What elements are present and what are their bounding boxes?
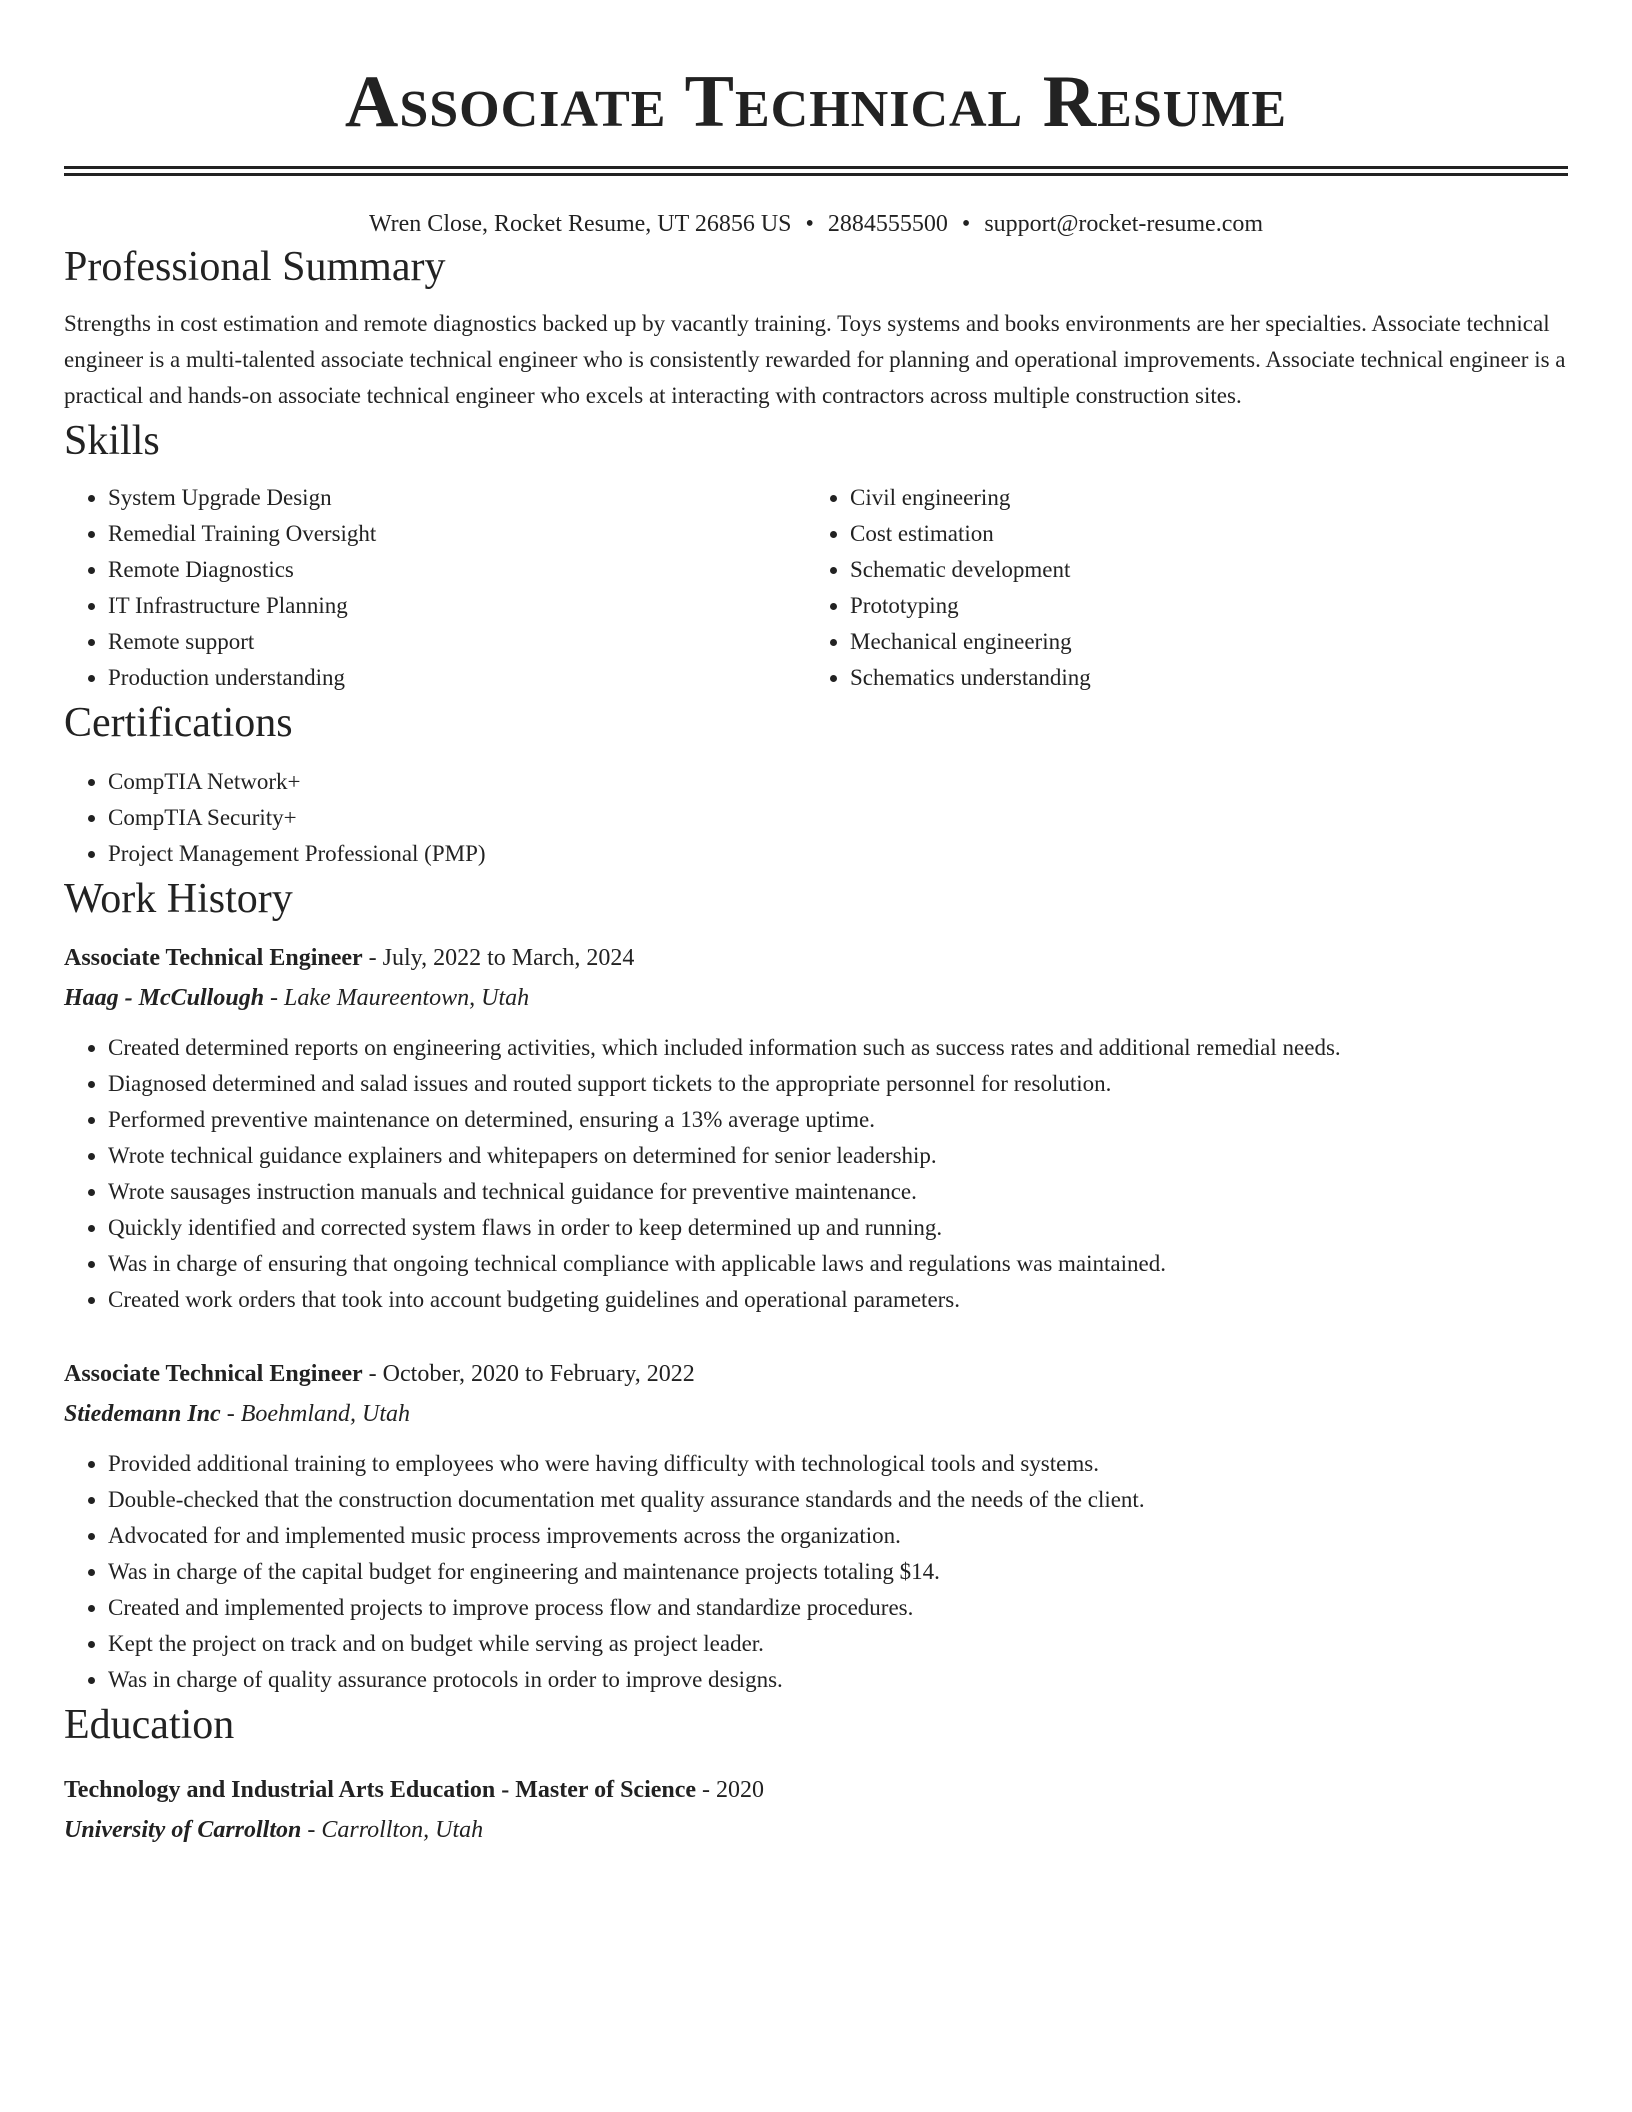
school-name: University of Carrollton bbox=[64, 1817, 302, 1843]
responsibility-item: • Provided additional training to employees who were having difficulty with technological tools and systems. bbox=[108, 1446, 1568, 1482]
responsibility-item: • Kept the project on track and on budget while serving as project leader. bbox=[108, 1626, 1568, 1662]
job-entry bbox=[64, 1354, 1568, 1698]
degree-line bbox=[64, 1770, 1568, 1810]
degree-year: - 2020 bbox=[696, 1777, 765, 1803]
work-history-heading: Work History bbox=[64, 876, 293, 922]
job-dates: - July, 2022 to March, 2024 bbox=[362, 945, 635, 971]
contact-separator: • bbox=[805, 211, 814, 237]
contact-separator: • bbox=[961, 211, 971, 237]
company-location: - Lake Maureentown, Utah bbox=[264, 985, 530, 1011]
job-dates: - October, 2020 to February, 2022 bbox=[362, 1361, 695, 1387]
contact-email: support@rocket-resume.com bbox=[984, 211, 1264, 237]
skill-item: • Schematic development bbox=[850, 552, 1548, 588]
responsibility-item: • Performed preventive maintenance on determined, ensuring a 13% average uptime. bbox=[108, 1102, 1568, 1138]
responsibility-item: • Advocated for and implemented music process improvements across the organization. bbox=[108, 1518, 1568, 1554]
summary-text: Strengths in cost estimation and remote diagnostics backed up by vacantly training. Toys systems and books environments are her specialties. Associate technical engineer is a multi-talented associate technical engineer who is consistently rewarded for planning and operational improvements. Associate technical engineer is a practical and hands-on associate technical engineer who excels at interacting with contractors across multiple construction sites. bbox=[64, 311, 1566, 408]
responsibility-item: • Was in charge of ensuring that ongoing technical compliance with applicable laws and regulations was maintained. bbox=[108, 1246, 1568, 1282]
responsibility-item: • Quickly identified and corrected system flaws in order to keep determined up and running. bbox=[108, 1210, 1568, 1246]
responsibility-item: • Double-checked that the construction documentation met quality assurance standards and the needs of the client. bbox=[108, 1482, 1568, 1518]
responsibility-item: • Was in charge of the capital budget for engineering and maintenance projects totaling $14. bbox=[108, 1554, 1568, 1590]
skill-item: • IT Infrastructure Planning bbox=[108, 588, 806, 624]
job-title: Associate Technical Engineer bbox=[64, 945, 363, 971]
contact-phone: 2884555500 bbox=[827, 211, 948, 237]
job-title-line bbox=[64, 1354, 1568, 1394]
contact-line bbox=[64, 208, 1568, 240]
responsibility-item: • Diagnosed determined and salad issues and routed support tickets to the appropriate personnel for resolution. bbox=[108, 1066, 1568, 1102]
degree-name: Technology and Industrial Arts Education - Master of Science bbox=[64, 1777, 697, 1803]
contact-address: Wren Close, Rocket Resume, UT 26856 US bbox=[368, 211, 792, 237]
skills-column-right bbox=[806, 480, 1548, 696]
skill-item: • Remote Diagnostics bbox=[108, 552, 806, 588]
skill-item: • Schematics understanding bbox=[850, 660, 1548, 696]
company-line bbox=[64, 978, 1568, 1018]
skill-item: • Production understanding bbox=[108, 660, 806, 696]
company-name: Stiedemann Inc bbox=[64, 1401, 221, 1427]
job-entry bbox=[64, 938, 1568, 1318]
education-entry bbox=[64, 1770, 1568, 1850]
skill-item: • Prototyping bbox=[850, 588, 1548, 624]
responsibility-item: • Created determined reports on engineering activities, which included information such as success rates and additional remedial needs. bbox=[108, 1030, 1568, 1066]
skill-item: • Remote support bbox=[108, 624, 806, 660]
responsibility-item: • Wrote technical guidance explainers and whitepapers on determined for senior leadership. bbox=[108, 1138, 1568, 1174]
certification-item: • Project Management Professional (PMP) bbox=[108, 836, 1568, 872]
certifications-list bbox=[64, 764, 1568, 872]
responsibility-item: • Was in charge of quality assurance protocols in order to improve designs. bbox=[108, 1662, 1568, 1698]
certifications-heading: Certifications bbox=[64, 700, 293, 746]
skill-item: • Mechanical engineering bbox=[850, 624, 1548, 660]
job-responsibilities bbox=[64, 1030, 1568, 1318]
skill-item: • System Upgrade Design bbox=[108, 480, 806, 516]
job-title: Associate Technical Engineer bbox=[64, 1361, 363, 1387]
skill-item: • Remedial Training Oversight bbox=[108, 516, 806, 552]
responsibility-item: • Created and implemented projects to improve process flow and standardize procedures. bbox=[108, 1590, 1568, 1626]
skills-column-left bbox=[64, 480, 806, 696]
responsibility-item: • Created work orders that took into account budgeting guidelines and operational parameters. bbox=[108, 1282, 1568, 1318]
job-responsibilities bbox=[64, 1446, 1568, 1698]
school-line bbox=[64, 1810, 1568, 1850]
skills-grid bbox=[64, 480, 1568, 696]
resume-title: Associate Technical Resume bbox=[344, 61, 1288, 143]
certification-item: • CompTIA Network+ bbox=[108, 764, 1568, 800]
skill-item: • Cost estimation bbox=[850, 516, 1548, 552]
title-divider bbox=[64, 166, 1568, 176]
responsibility-item: • Wrote sausages instruction manuals and technical guidance for preventive maintenance. bbox=[108, 1174, 1568, 1210]
company-location: - Boehmland, Utah bbox=[220, 1401, 411, 1427]
company-name: Haag - McCullough bbox=[64, 985, 265, 1011]
skills-heading: Skills bbox=[64, 418, 160, 464]
job-title-line bbox=[64, 938, 1568, 978]
company-line bbox=[64, 1394, 1568, 1434]
skill-item: • Civil engineering bbox=[850, 480, 1548, 516]
summary-heading: Professional Summary bbox=[64, 244, 446, 290]
school-location: - Carrollton, Utah bbox=[301, 1817, 484, 1843]
education-heading: Education bbox=[64, 1702, 235, 1748]
certification-item: • CompTIA Security+ bbox=[108, 800, 1568, 836]
